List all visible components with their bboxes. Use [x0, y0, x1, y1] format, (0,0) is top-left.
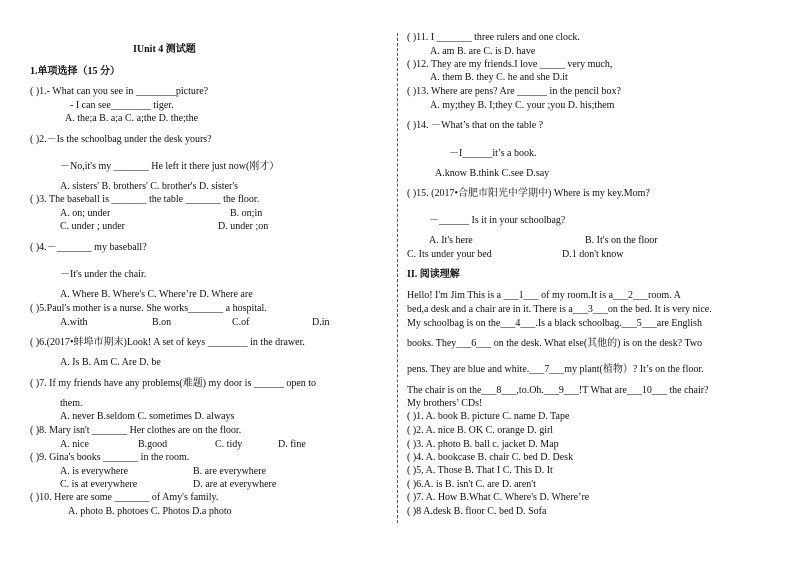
- question-line: D. are at everywhere: [193, 479, 277, 490]
- column-divider: [397, 33, 398, 523]
- question-line: ( )1. A. book B. picture C. name D. Tape: [407, 411, 570, 422]
- question-line: －No,it's my _______ He left it there just now(刚才）: [60, 161, 280, 172]
- question-line: A.know B.think C.see D.say: [435, 168, 550, 179]
- question-line: books. They___6___ on the desk. What else(其他的) is on the desk? Two: [407, 338, 703, 349]
- question-line: A. It's here: [429, 235, 473, 246]
- question-line: A.with: [60, 317, 88, 328]
- question-line: ( )6.A. is B. isn't C. are D. aren't: [407, 479, 536, 490]
- question-line: ( )7. A. How B.What C. Where's D. Where’re: [407, 492, 590, 503]
- question-line: C. tidy: [215, 439, 243, 450]
- question-line: －I______it’s a book.: [449, 148, 537, 159]
- question-line: A. never B.seldom C. sometimes D. always: [60, 411, 235, 422]
- question-line: ( )3. The baseball is _______ the table _______ the floor.: [30, 194, 260, 205]
- question-line: them.: [60, 398, 83, 409]
- question-line: ( )1.- What can you see in ________picture?: [30, 86, 209, 97]
- question-line: D.in: [312, 317, 330, 328]
- question-line: ( )6.(2017•蚌埠市期末)Look! A set of keys ________ in the drawer.: [30, 337, 305, 348]
- question-line: ( )5, A. Those B. That I C. This D. It: [407, 465, 553, 476]
- question-line: A. them B. they C. he and she D.it: [430, 72, 568, 83]
- question-line: A. nice: [60, 439, 89, 450]
- question-line: A. on; under: [60, 208, 111, 219]
- question-line: ( )15. (2017•合肥市阳光中学期中) Where is my key.Mom?: [407, 188, 650, 199]
- question-line: ( )2.－Is the schoolbag under the desk yours?: [30, 134, 212, 145]
- question-line: ( )11. I _______ three rulers and one clock.: [407, 32, 580, 43]
- question-line: ( )4.－_______ my baseball?: [30, 242, 147, 253]
- question-line: －It's under the chair.: [60, 269, 147, 280]
- question-line: C. is at everywhere: [60, 479, 138, 490]
- question-line: ( )8 A.desk B. floor C. bed D. Sofa: [407, 506, 547, 517]
- question-line: B. It's on the floor: [585, 235, 658, 246]
- question-line: - I can see________ tiger.: [70, 100, 174, 111]
- question-line: A. am B. are C. is D. have: [430, 46, 536, 57]
- question-line: ( )5.Paul's mother is a nurse. She works_______ a hospital.: [30, 303, 267, 314]
- question-line: ( )8. Mary isn't _______ Her clothes are on the floor.: [30, 425, 242, 436]
- question-line: C. Its under your bed: [407, 249, 492, 260]
- question-line: The chair is on the___8___,to.Oh.___9___!T What are___10___ the chair?: [407, 385, 709, 396]
- question-line: ( )3. A. photo B. ball c. jacket D. Map: [407, 439, 559, 450]
- question-line: －______ Is it in your schoolbag?: [429, 215, 566, 226]
- question-line: B. are everywhere: [193, 466, 267, 477]
- question-line: ( )9. Gina's books _______ in the room.: [30, 452, 190, 463]
- question-line: A. sisters' B. brothers' C. brother's D. sister's: [60, 181, 239, 192]
- question-line: B.on: [152, 317, 172, 328]
- question-line: bed,a desk and a chair are in it. There is a___3___on the bed. It is very nice.: [407, 304, 712, 315]
- question-line: Hello! I'm Jim This is a ___1___ of my room.It is a___2___room. A: [407, 290, 681, 301]
- question-line: D. under ;on: [218, 221, 269, 232]
- page-title: IUnit 4 测试题: [133, 44, 196, 55]
- question-line: D. fine: [278, 439, 306, 450]
- question-line: C.of: [232, 317, 250, 328]
- question-line: B. on;in: [230, 208, 263, 219]
- question-line: ( )14. －What’s that on the table ?: [407, 120, 544, 131]
- question-line: D.1 don't know: [562, 249, 624, 260]
- question-line: ( )12. They are my friends.I love _____ very much,: [407, 59, 613, 70]
- question-line: B.good: [138, 439, 168, 450]
- question-line: ( )4. A. bookcase B. chair C. bed D. Desk: [407, 452, 574, 463]
- question-line: My schoolbag is on the___4___.Is a black schoolbag.___5___are English: [407, 318, 702, 329]
- question-line: ( )10. Here are some _______ of Amy's family.: [30, 492, 219, 503]
- question-line: C. under ; under: [60, 221, 125, 232]
- question-line: A. my;they B. I;they C. your ;you D. his;them: [430, 100, 615, 111]
- question-line: II. 阅读理解: [407, 269, 460, 280]
- question-line: ( )7. If my friends have any problems(难题) my door is ______ open to: [30, 378, 317, 389]
- question-line: 1.单项选择（15 分）: [30, 66, 120, 77]
- question-line: My brothers’ CDs!: [407, 398, 483, 409]
- question-line: ( )13. Where are pens? Are ______ in the pencil box?: [407, 86, 621, 97]
- question-line: ( )2. A. nice B. OK C. orange D. girl: [407, 425, 554, 436]
- question-line: A. the;a B. a;a C. a;the D. the;the: [65, 113, 199, 124]
- question-line: A. Is B. Am C. Are D. be: [60, 357, 161, 368]
- question-line: A. Where B. Where's C. Where’re D. Where are: [60, 289, 253, 300]
- question-line: pens. They are blue and white.___7___my plant(植物）? It’s on the floor.: [407, 364, 704, 375]
- question-line: A. photo B. photoes C. Photos D.a photo: [68, 506, 232, 517]
- question-line: A. is everywhere: [60, 466, 129, 477]
